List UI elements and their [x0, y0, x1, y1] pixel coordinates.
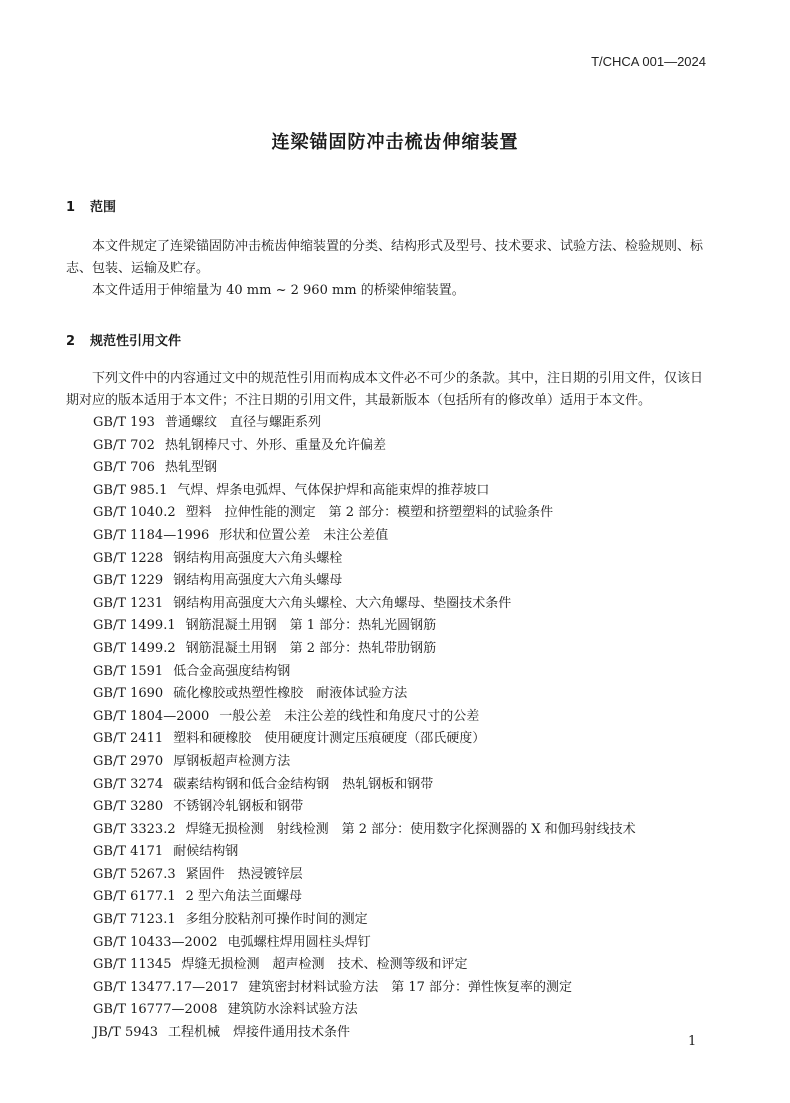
reference-code: GB/T 985.1 [93, 482, 168, 498]
reference-item [93, 615, 636, 638]
reference-title: 多组分胶粘剂可操作时间的测定 [185, 912, 368, 928]
reference-code: GB/T 4171 [93, 844, 164, 860]
reference-title: 耐候结构钢 [173, 844, 239, 860]
reference-code: GB/T 1231 [93, 595, 164, 611]
reference-item [93, 661, 636, 684]
reference-code: GB/T 2970 [93, 753, 164, 769]
reference-code: GB/T 1499.2 [93, 640, 176, 656]
reference-title: 钢结构用高强度大六角头螺栓 [173, 550, 343, 566]
reference-item [93, 841, 636, 864]
reference-item [93, 412, 636, 435]
section-1-number: 1 [66, 200, 76, 215]
reference-code: GB/T 3323.2 [93, 821, 176, 837]
section-1-heading [66, 196, 116, 215]
reference-code: GB/T 1184—1996 [93, 527, 210, 543]
reference-code: GB/T 3274 [93, 776, 164, 792]
section-2-heading [66, 330, 181, 349]
reference-code: JB/T 5943 [93, 1025, 159, 1041]
reference-title: 气焊、焊条电弧焊、气体保护焊和高能束焊的推荐坡口 [177, 482, 490, 498]
reference-item [93, 886, 636, 909]
reference-code: GB/T 706 [93, 460, 155, 476]
reference-item [93, 954, 636, 977]
reference-title: 形状和位置公差 未注公差值 [219, 527, 389, 543]
reference-code: GB/T 3280 [93, 799, 164, 815]
reference-title: 厚钢板超声检测方法 [173, 753, 291, 769]
reference-title: 焊缝无损检测 超声检测 技术、检测等级和评定 [181, 957, 468, 973]
reference-item [93, 706, 636, 729]
reference-code: GB/T 6177.1 [93, 889, 176, 905]
reference-list [93, 412, 636, 1045]
reference-item [93, 796, 636, 819]
reference-title: 钢结构用高强度大六角头螺栓、大六角螺母、垫圈技术条件 [173, 595, 512, 611]
reference-item [93, 751, 636, 774]
reference-code: GB/T 1228 [93, 550, 164, 566]
reference-code: GB/T 1591 [93, 663, 164, 679]
reference-title: 不锈钢冷轧钢板和钢带 [173, 799, 304, 815]
reference-code: GB/T 1499.1 [93, 618, 176, 634]
reference-code: GB/T 11345 [93, 957, 172, 973]
reference-item [93, 932, 636, 955]
reference-code: GB/T 1804—2000 [93, 708, 210, 724]
reference-item [93, 774, 636, 797]
section-2-intro: 下列文件中的内容通过文中的规范性引用而构成本文件必不可少的条款。其中，注日期的引用文件，仅该日期对应的版本适用于本文件；不注日期的引用文件，其最新版本（包括所有的修改单）适用于本文件。 [66, 371, 704, 408]
reference-title: 碳素结构钢和低合金结构钢 热轧钢板和钢带 [173, 776, 434, 792]
section-2-number: 2 [66, 334, 76, 349]
reference-title: 电弧螺柱焊用圆柱头焊钉 [227, 934, 371, 950]
reference-title: 钢筋混凝土用钢 第 2 部分：热轧带肋钢筋 [185, 640, 437, 656]
document-title: 连梁锚固防冲击梳齿伸缩装置 [271, 132, 519, 153]
reference-item [93, 819, 636, 842]
reference-title: 热轧型钢 [164, 460, 217, 476]
reference-title: 钢筋混凝土用钢 第 1 部分：热轧光圆钢筋 [185, 618, 437, 634]
reference-code: GB/T 2411 [93, 731, 164, 747]
section-1-title: 范围 [90, 200, 117, 215]
reference-item [93, 683, 636, 706]
reference-item [93, 502, 636, 525]
section-2-title: 规范性引用文件 [90, 334, 182, 349]
reference-title: 工程机械 焊接件通用技术条件 [168, 1025, 351, 1041]
reference-item [93, 909, 636, 932]
reference-title: 建筑密封材料试验方法 第 17 部分：弹性恢复率的测定 [248, 979, 573, 995]
reference-title: 塑料和硬橡胶 使用硬度计测定压痕硬度（邵氏硬度） [173, 731, 486, 747]
page-number: 1 [688, 1034, 697, 1049]
reference-code: GB/T 16777—2008 [93, 1002, 218, 1018]
reference-item [93, 525, 636, 548]
reference-title: 热轧钢棒尺寸、外形、重量及允许偏差 [164, 437, 386, 453]
reference-title: 紧固件 热浸镀锌层 [185, 866, 303, 882]
reference-code: GB/T 13477.17—2017 [93, 979, 239, 995]
reference-item [93, 480, 636, 503]
reference-item [93, 864, 636, 887]
reference-item [93, 1022, 636, 1045]
section-1-paragraph-1: 本文件规定了连梁锚固防冲击梳齿伸缩装置的分类、结构形式及型号、技术要求、试验方法、检验规则、标志、包装、运输及贮存。 [66, 239, 704, 276]
reference-item [93, 593, 636, 616]
reference-code: GB/T 10433—2002 [93, 934, 218, 950]
reference-item [93, 570, 636, 593]
standard-code: T/CHCA 001—2024 [591, 54, 706, 69]
section-1-paragraph-2: 本文件适用于伸缩量为 40 mm ~ 2 960 mm 的桥梁伸缩装置。 [92, 283, 465, 298]
reference-code: GB/T 1229 [93, 573, 164, 589]
reference-code: GB/T 702 [93, 437, 155, 453]
reference-title: 低合金高强度结构钢 [173, 663, 291, 679]
reference-title: 普通螺纹 直径与螺距系列 [164, 415, 321, 430]
reference-title: 硫化橡胶或热塑性橡胶 耐液体试验方法 [173, 686, 408, 702]
reference-title: 钢结构用高强度大六角头螺母 [173, 573, 343, 589]
reference-title: 一般公差 未注公差的线性和角度尺寸的公差 [219, 708, 480, 724]
reference-code: GB/T 7123.1 [93, 912, 176, 928]
reference-item [93, 728, 636, 751]
reference-title: 2 型六角法兰面螺母 [185, 889, 303, 905]
reference-title: 焊缝无损检测 射线检测 第 2 部分：使用数字化探测器的 X 和伽玛射线技术 [185, 821, 636, 837]
reference-item [93, 435, 636, 458]
reference-title: 塑料 拉伸性能的测定 第 2 部分：模塑和挤塑塑料的试验条件 [185, 505, 554, 521]
reference-title: 建筑防水涂料试验方法 [227, 1002, 358, 1018]
reference-item [93, 548, 636, 571]
reference-item [93, 977, 636, 1000]
reference-code: GB/T 1690 [93, 686, 164, 702]
reference-item [93, 638, 636, 661]
reference-code: GB/T 5267.3 [93, 866, 176, 882]
reference-code: GB/T 1040.2 [93, 505, 176, 521]
reference-code: GB/T 193 [93, 415, 155, 430]
reference-item [93, 457, 636, 480]
reference-item [93, 999, 636, 1022]
